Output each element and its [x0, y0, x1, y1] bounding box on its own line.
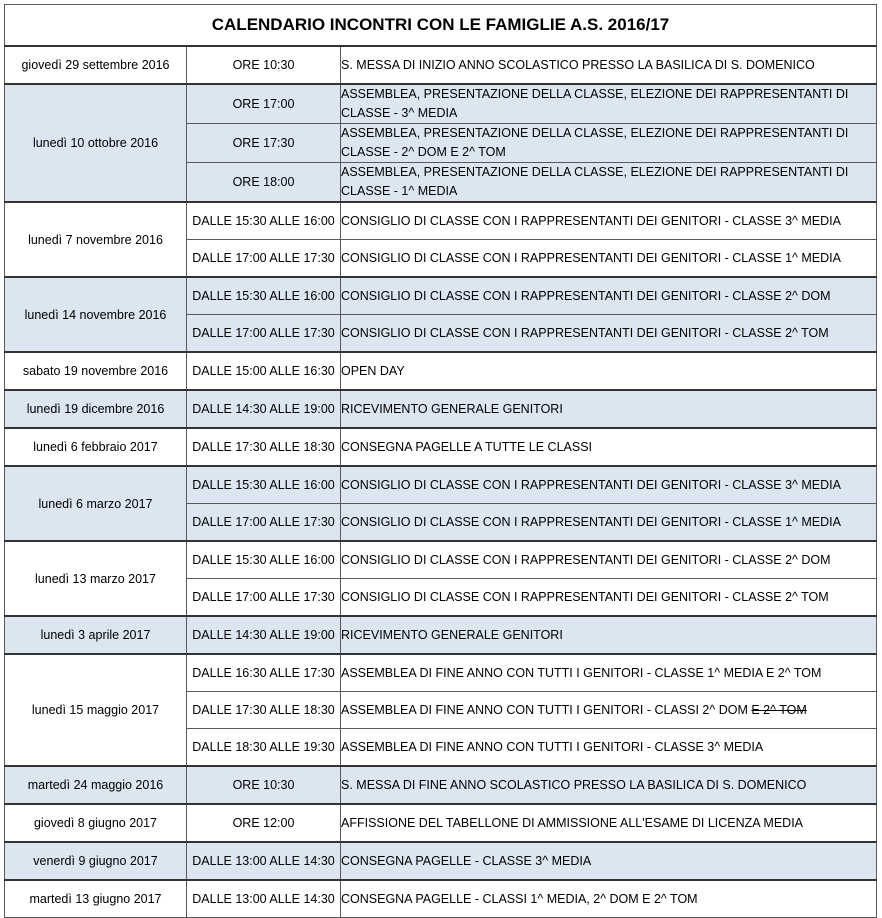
event-description: [341, 46, 877, 84]
event-description: [341, 804, 877, 842]
event-time: DALLE 13:00 ALLE 14:30: [187, 880, 341, 918]
calendar-table: [4, 4, 877, 918]
event-date: sabato 19 novembre 2016: [5, 352, 187, 390]
event-description: [341, 766, 877, 804]
event-time: DALLE 14:30 ALLE 19:00: [187, 616, 341, 654]
event-time: DALLE 14:30 ALLE 19:00: [187, 390, 341, 428]
event-date: lunedì 6 febbraio 2017: [5, 428, 187, 466]
event-description-text: CONSIGLIO DI CLASSE CON I RAPPRESENTANTI DEI GENITORI - CLASSE 3^ MEDIA: [341, 477, 841, 492]
table-row: [5, 541, 877, 579]
table-row: [5, 84, 877, 124]
event-time: ORE 18:00: [187, 163, 341, 203]
table-row: [5, 277, 877, 315]
event-time: DALLE 15:30 ALLE 16:00: [187, 202, 341, 240]
table-row: [5, 842, 877, 880]
event-date: martedì 13 giugno 2017: [5, 880, 187, 918]
table-row: [5, 616, 877, 654]
event-time: ORE 17:00: [187, 84, 341, 124]
event-description: [341, 579, 877, 617]
event-description: [341, 428, 877, 466]
event-date: lunedì 13 marzo 2017: [5, 541, 187, 616]
event-description-text: AFFISSIONE DEL TABELLONE DI AMMISSIONE ALL'ESAME DI LICENZA MEDIA: [341, 815, 804, 830]
table-row: [5, 466, 877, 504]
event-time: DALLE 15:30 ALLE 16:00: [187, 277, 341, 315]
event-description: [341, 240, 877, 278]
event-time: DALLE 17:00 ALLE 17:30: [187, 504, 341, 542]
event-time: ORE 17:30: [187, 124, 341, 163]
event-description-text: CONSIGLIO DI CLASSE CON I RAPPRESENTANTI DEI GENITORI - CLASSE 2^ DOM: [341, 288, 831, 303]
event-description-text: ASSEMBLEA, PRESENTAZIONE DELLA CLASSE, ELEZIONE DEI RAPPRESENTANTI DI CLASSE - 1^ MEDIA: [341, 165, 849, 198]
event-description: [341, 352, 877, 390]
event-description: [341, 504, 877, 542]
event-description: [341, 315, 877, 353]
event-date: lunedì 3 aprile 2017: [5, 616, 187, 654]
event-description-text: CONSIGLIO DI CLASSE CON I RAPPRESENTANTI DEI GENITORI - CLASSE 2^ TOM: [341, 325, 829, 340]
table-row: [5, 766, 877, 804]
event-description: [341, 466, 877, 504]
event-description-text: CONSEGNA PAGELLE - CLASSE 3^ MEDIA: [341, 853, 592, 868]
calendar-body: [5, 5, 877, 918]
event-description: [341, 692, 877, 729]
event-description-text: CONSIGLIO DI CLASSE CON I RAPPRESENTANTI DEI GENITORI - CLASSE 2^ TOM: [341, 589, 829, 604]
event-description-text: CONSEGNA PAGELLE A TUTTE LE CLASSI: [341, 439, 593, 454]
table-row: [5, 390, 877, 428]
event-date: lunedì 7 novembre 2016: [5, 202, 187, 277]
event-description: [341, 202, 877, 240]
event-date: lunedì 10 ottobre 2016: [5, 84, 187, 202]
event-description-text: RICEVIMENTO GENERALE GENITORI: [341, 627, 563, 642]
event-date: giovedì 8 giugno 2017: [5, 804, 187, 842]
event-time: DALLE 17:00 ALLE 17:30: [187, 579, 341, 617]
event-description-text: S. MESSA DI FINE ANNO SCOLASTICO PRESSO LA BASILICA DI S. DOMENICO: [341, 777, 807, 792]
event-date: lunedì 15 maggio 2017: [5, 654, 187, 766]
event-description: [341, 84, 877, 124]
event-time: DALLE 15:00 ALLE 16:30: [187, 352, 341, 390]
table-row: [5, 428, 877, 466]
table-row: [5, 880, 877, 918]
event-time: DALLE 16:30 ALLE 17:30: [187, 654, 341, 692]
event-time: DALLE 15:30 ALLE 16:00: [187, 541, 341, 579]
event-description: [341, 124, 877, 163]
event-time: DALLE 18:30 ALLE 19:30: [187, 729, 341, 767]
event-time: ORE 12:00: [187, 804, 341, 842]
event-time: DALLE 15:30 ALLE 16:00: [187, 466, 341, 504]
title-row: [5, 5, 877, 47]
event-date: lunedì 19 dicembre 2016: [5, 390, 187, 428]
event-description: [341, 163, 877, 203]
event-description-text: ASSEMBLEA DI FINE ANNO CON TUTTI I GENITORI - CLASSE 3^ MEDIA: [341, 739, 764, 754]
event-description-text: ASSEMBLEA, PRESENTAZIONE DELLA CLASSE, ELEZIONE DEI RAPPRESENTANTI DI CLASSE - 3^ MEDIA: [341, 87, 849, 120]
event-description-text: CONSIGLIO DI CLASSE CON I RAPPRESENTANTI DEI GENITORI - CLASSE 1^ MEDIA: [341, 514, 841, 529]
event-date: lunedì 6 marzo 2017: [5, 466, 187, 541]
table-row: [5, 352, 877, 390]
event-date: martedì 24 maggio 2016: [5, 766, 187, 804]
event-description-text: ASSEMBLEA DI FINE ANNO CON TUTTI I GENITORI - CLASSE 1^ MEDIA E 2^ TOM: [341, 665, 822, 680]
event-description-text: CONSEGNA PAGELLE - CLASSI 1^ MEDIA, 2^ DOM E 2^ TOM: [341, 891, 698, 906]
event-time: DALLE 13:00 ALLE 14:30: [187, 842, 341, 880]
table-row: [5, 804, 877, 842]
event-description-text: CONSIGLIO DI CLASSE CON I RAPPRESENTANTI DEI GENITORI - CLASSE 2^ DOM: [341, 552, 831, 567]
event-description: [341, 654, 877, 692]
event-time: DALLE 17:30 ALLE 18:30: [187, 692, 341, 729]
event-description: [341, 277, 877, 315]
table-row: [5, 654, 877, 692]
table-row: [5, 46, 877, 84]
event-description-text: CONSIGLIO DI CLASSE CON I RAPPRESENTANTI DEI GENITORI - CLASSE 3^ MEDIA: [341, 213, 841, 228]
event-description: [341, 880, 877, 918]
struck-text: E 2^ TOM: [751, 702, 807, 717]
event-time: DALLE 17:00 ALLE 17:30: [187, 315, 341, 353]
event-time: ORE 10:30: [187, 46, 341, 84]
event-date: lunedì 14 novembre 2016: [5, 277, 187, 352]
event-date: venerdì 9 giugno 2017: [5, 842, 187, 880]
event-description-text: ASSEMBLEA, PRESENTAZIONE DELLA CLASSE, ELEZIONE DEI RAPPRESENTANTI DI CLASSE - 2^ DOM E 2^ TOM: [341, 126, 849, 159]
event-description-text: CONSIGLIO DI CLASSE CON I RAPPRESENTANTI DEI GENITORI - CLASSE 1^ MEDIA: [341, 250, 841, 265]
event-description-text: OPEN DAY: [341, 363, 405, 378]
event-time: DALLE 17:30 ALLE 18:30: [187, 428, 341, 466]
calendar-title: CALENDARIO INCONTRI CON LE FAMIGLIE A.S. 2016/17: [5, 5, 877, 47]
event-description: [341, 729, 877, 767]
event-description-text: RICEVIMENTO GENERALE GENITORI: [341, 401, 563, 416]
event-description-text: ASSEMBLEA DI FINE ANNO CON TUTTI I GENITORI - CLASSI 2^ DOM: [341, 702, 752, 717]
event-description: [341, 842, 877, 880]
event-date: giovedì 29 settembre 2016: [5, 46, 187, 84]
event-description: [341, 390, 877, 428]
event-description: [341, 541, 877, 579]
event-time: ORE 10:30: [187, 766, 341, 804]
event-description-text: S. MESSA DI INIZIO ANNO SCOLASTICO PRESSO LA BASILICA DI S. DOMENICO: [341, 57, 815, 72]
event-description: [341, 616, 877, 654]
table-row: [5, 202, 877, 240]
event-time: DALLE 17:00 ALLE 17:30: [187, 240, 341, 278]
